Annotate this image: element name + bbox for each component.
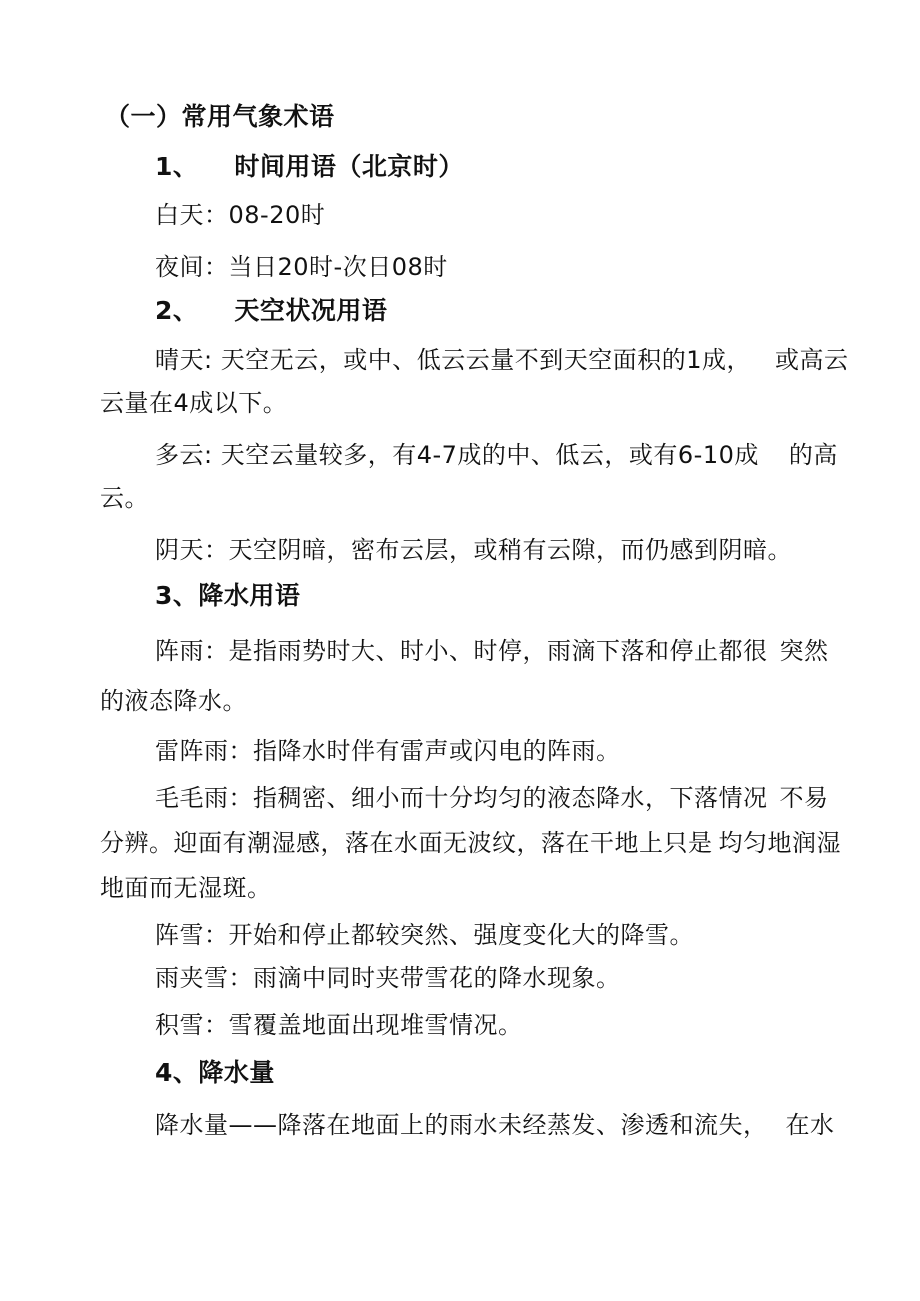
shower-text-b: 突然: [779, 637, 829, 665]
sky-terms-heading: [155, 296, 387, 326]
time-terms-title: 时间用语（北京时）: [234, 152, 464, 181]
thunder-shower-definition: 雷阵雨：指降水时伴有雷声或闪电的阵雨。: [155, 737, 621, 765]
drizzle-definition-line2: [100, 828, 841, 858]
shower-definition-line1: [155, 636, 829, 666]
precip-amount-text-a: 降水量——降落在地面上的雨水未经蒸发、渗透和流失，: [155, 1111, 768, 1139]
precip-amount-heading: 4、降水量: [155, 1058, 275, 1087]
sunny-definition-line1: [155, 345, 848, 375]
overcast-definition: 阴天：天空阴暗，密布云层，或稍有云隙，而仍感到阴暗。: [155, 536, 792, 564]
sunny-definition-line2: 云量在4成以下。: [100, 389, 288, 417]
cloudy-definition-line1: [155, 440, 838, 470]
section-title: （一）常用气象术语: [105, 102, 335, 131]
precip-amount-definition: [155, 1110, 835, 1140]
night-definition: 夜间：当日20时-次日08时: [155, 253, 448, 281]
cloudy-text-a: 多云: 天空云量较多，有4-7成的中、低云，或有6-10成: [155, 441, 759, 469]
precip-terms-heading: 3、降水用语: [155, 581, 301, 610]
time-terms-heading: [155, 152, 464, 182]
sunny-text-b: 或高云: [774, 346, 849, 374]
snow-shower-definition: 阵雪：开始和停止都较突然、强度变化大的降雪。: [155, 921, 694, 949]
drizzle-text-b: 不易: [779, 784, 829, 812]
cloudy-text-b: 的高: [788, 441, 838, 469]
sky-terms-title: 天空状况用语: [234, 296, 388, 325]
shower-definition-line2: 的液态降水。: [100, 687, 247, 715]
precip-amount-text-b: 在水: [785, 1111, 835, 1139]
sleet-definition: 雨夹雪：雨滴中同时夹带雪花的降水现象。: [155, 964, 621, 992]
daytime-definition: 白天：08-20时: [155, 201, 326, 229]
snow-cover-definition: 积雪：雪覆盖地面出现堆雪情况。: [155, 1011, 523, 1039]
drizzle-definition-line3: 地面而无湿斑。: [100, 874, 272, 902]
sunny-text-a: 晴天: 天空无云，或中、低云云量不到天空面积的1成，: [155, 346, 751, 374]
drizzle-text-c: 分辨。迎面有潮湿感，落在水面无波纹，落在干地上只是: [100, 829, 713, 857]
drizzle-text-d: 均匀地润湿: [718, 829, 841, 857]
sky-terms-number: 2、: [155, 296, 199, 325]
drizzle-definition-line1: [155, 783, 829, 813]
shower-text-a: 阵雨：是指雨势时大、时小、时停，雨滴下落和停止都很: [155, 637, 768, 665]
time-terms-number: 1、: [155, 152, 199, 181]
drizzle-text-a: 毛毛雨：指稠密、细小而十分均匀的液态降水，下落情况: [155, 784, 768, 812]
cloudy-definition-line2: 云。: [100, 484, 149, 512]
